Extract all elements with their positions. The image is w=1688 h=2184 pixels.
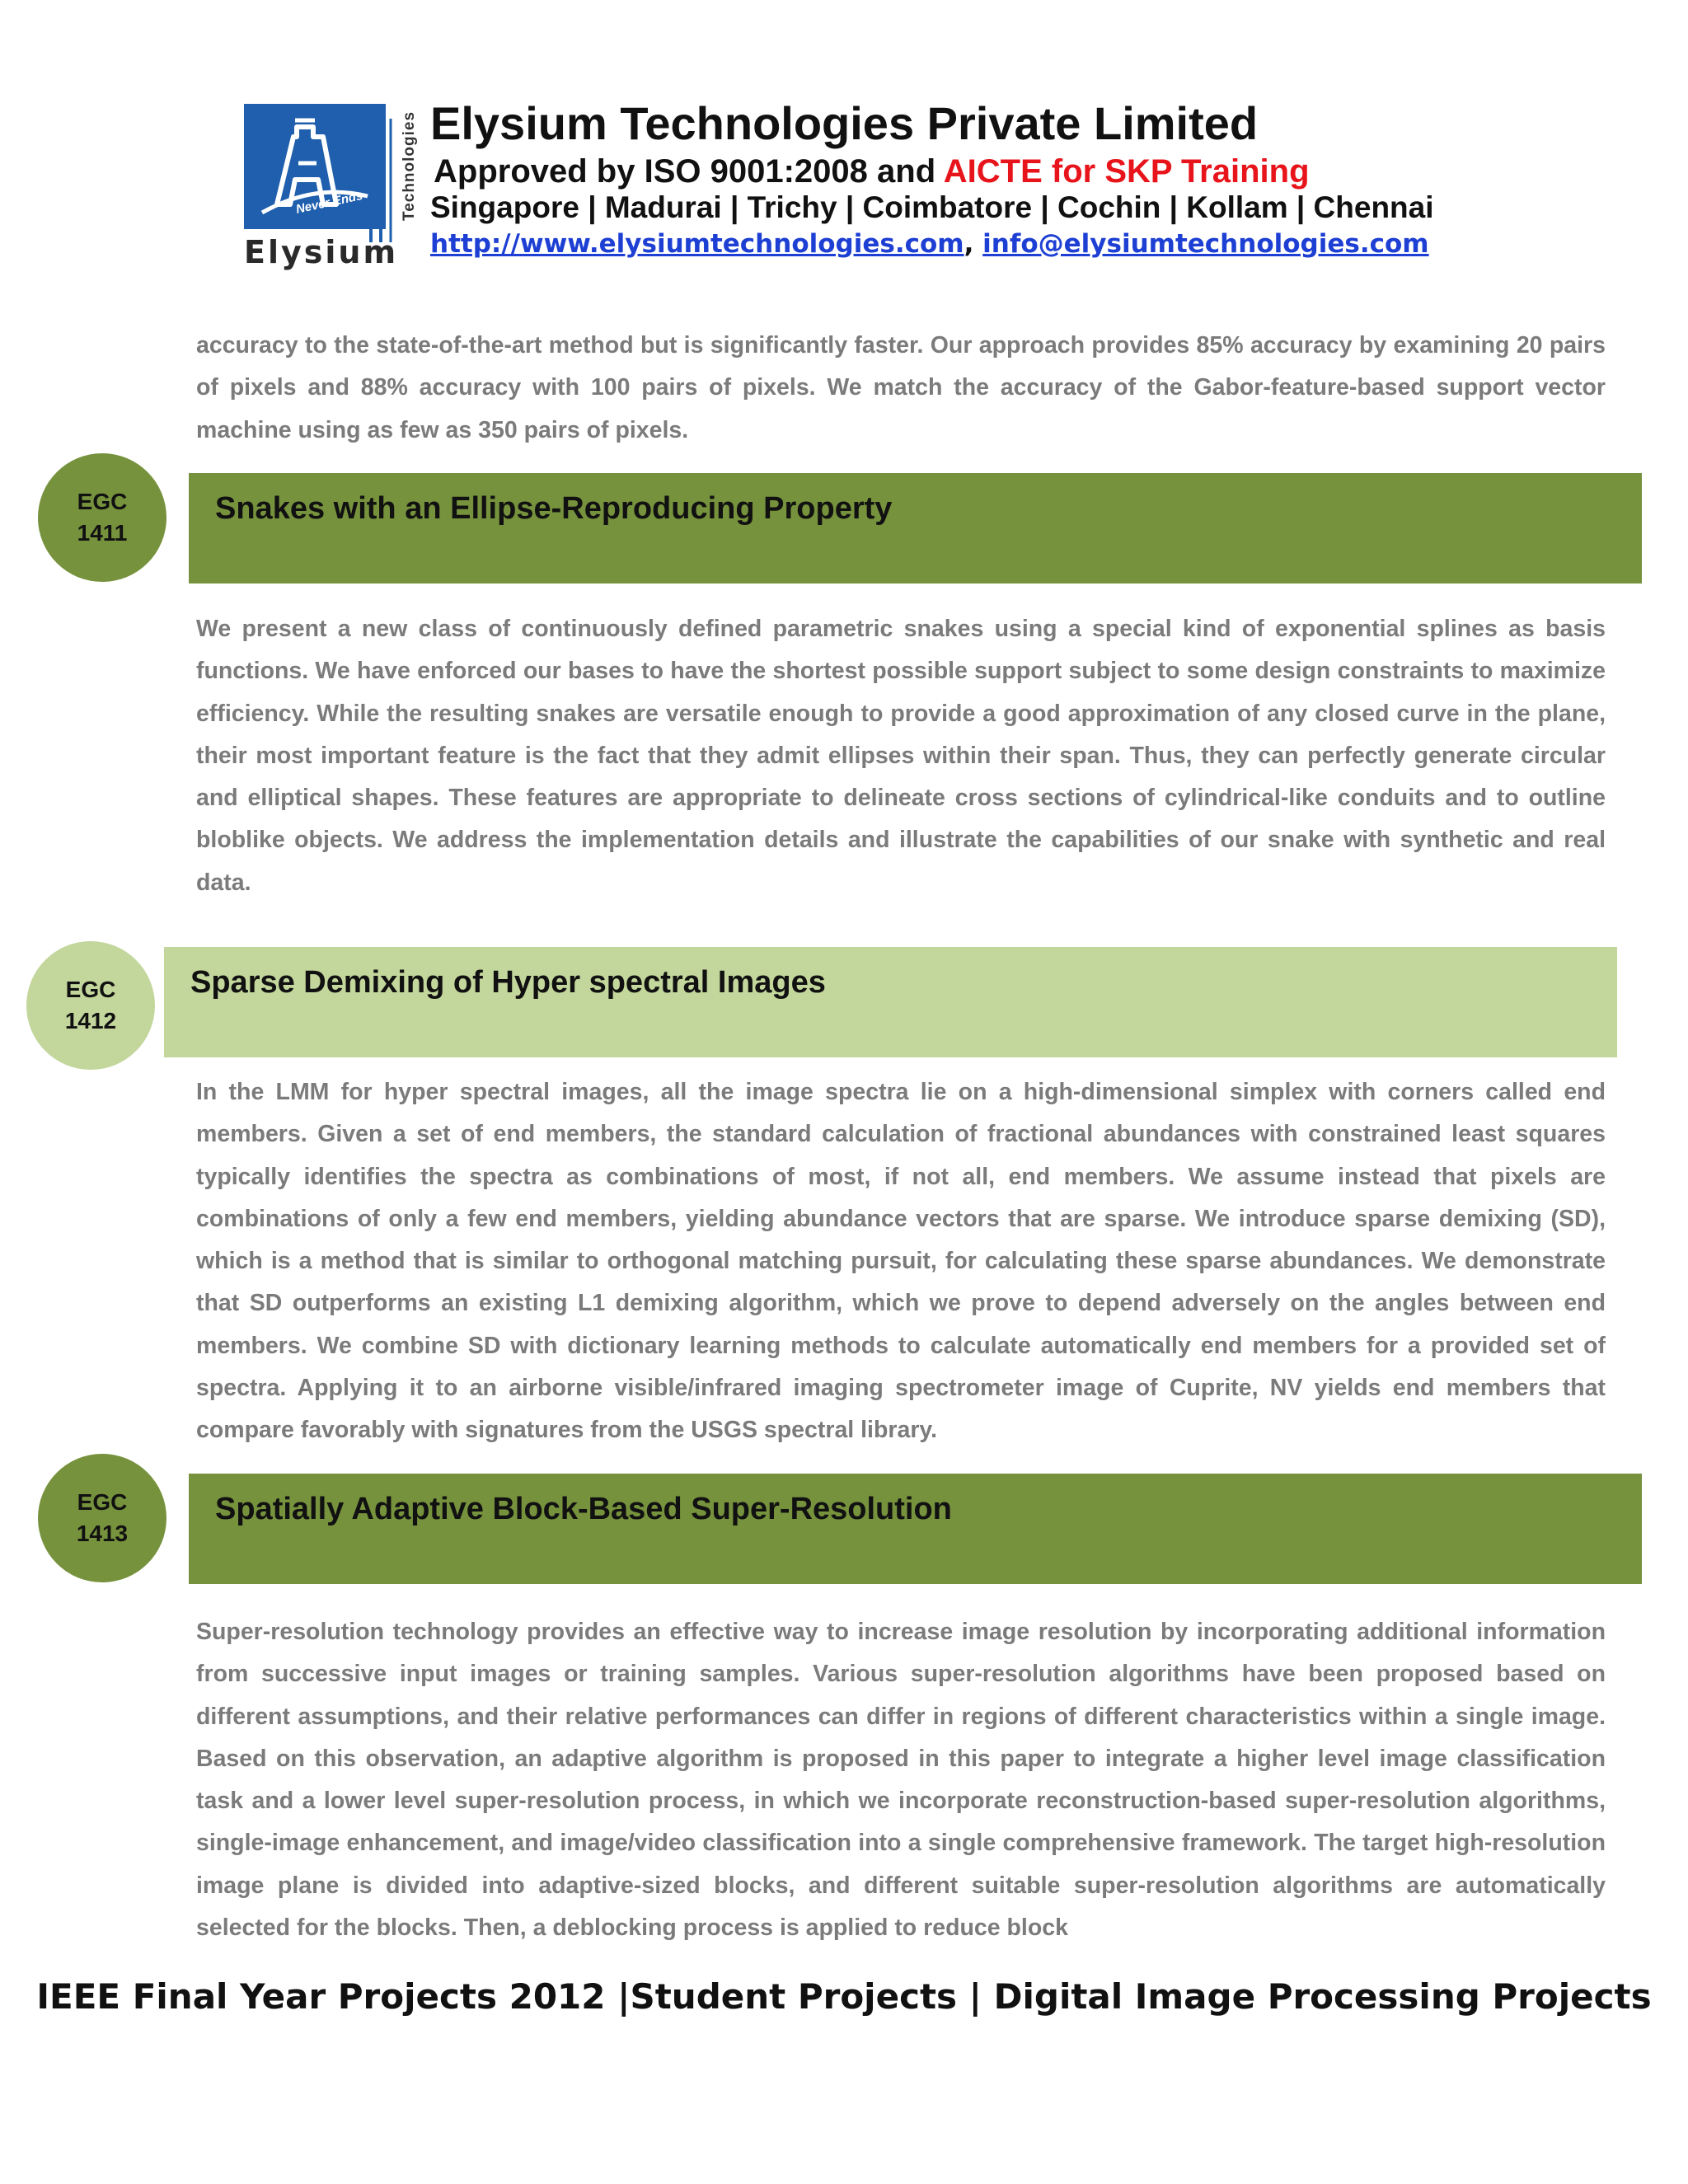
project-code-badge bbox=[38, 453, 166, 582]
logo-tagline: Never Ends bbox=[294, 188, 364, 217]
project-code-badge bbox=[26, 941, 155, 1070]
logo-emblem bbox=[244, 104, 386, 229]
code-prefix: EGC bbox=[65, 977, 116, 1002]
section-header-bar bbox=[189, 473, 1642, 583]
intro-paragraph: accuracy to the state-of-the-art method but is significantly faster. Our approach provides 85% accuracy by examining 20 pairs of pixels and 88% accuracy with 100 pairs of pixels. We match the accuracy of the Gabor-feature-based support vector machine using as few as 350 pairs of pixels. bbox=[196, 332, 1606, 443]
company-logo bbox=[244, 104, 417, 269]
section-title: Spatially Adaptive Block-Based Super-Resolution bbox=[215, 1492, 952, 1526]
approval-prefix: Approved by ISO 9001:2008 and bbox=[434, 153, 936, 190]
contact-links bbox=[430, 229, 1429, 259]
logo-wordmark: Elysium bbox=[244, 234, 399, 270]
section-header-bar bbox=[164, 947, 1617, 1057]
section-title: Sparse Demixing of Hyper spectral Images bbox=[190, 965, 826, 1000]
page-footer: IEEE Final Year Projects 2012 |Student Projects | Digital Image Processing Projects bbox=[36, 1976, 1652, 2017]
company-name: Elysium Technologies Private Limited bbox=[430, 97, 1259, 149]
code-number: 1411 bbox=[77, 520, 128, 546]
project-code-badge bbox=[38, 1454, 166, 1582]
section-abstract: In the LMM for hyper spectral images, all the image spectra lie on a high-dimensional simplex with corners called end members. Given a set of end members, the standard calculation of fractional abundances with constrained least squares typically identifies the spectra as combinations of most, if not all, end members. We assume instead that pixels are combinations of only a few end members, yielding abundance vectors that are sparse. We introduce sparse demixing (SD), which is a method that is similar to orthogonal matching pursuit, for calculating these sparse abundances. We demonstrate that SD outperforms an existing L1 demixing algorithm, which we prove to depend adversely on the angles between end members. We combine SD with dictionary learning methods to calculate automatically end members for a provided set of spectra. Applying it to an airborne visible/infrared imaging spectrometer image of Cuprite, NV yields end members that compare favorably with signatures from the USGS spectral library. bbox=[196, 1079, 1606, 1444]
approval-highlight: AICTE for SKP Training bbox=[943, 153, 1310, 190]
website-link[interactable]: http://www.elysiumtechnologies.com bbox=[430, 229, 964, 259]
code-number: 1413 bbox=[76, 1521, 129, 1546]
section-abstract: Super-resolution technology provides an effective way to increase image resolution by incorporating additional information from successive input images or training samples. Various super-resolution algorithms have been proposed based on different assumptions, and their relative performances can differ in regions of different characteristics within a single image. Based on this observation, an adaptive algorithm is proposed in this paper to integrate a higher level image classification task and a lower level super-resolution process, in which we incorporate reconstruction-based super-resolution algorithms, single-image enhancement, and image/video classification into a single comprehensive framework. The target high-resolution image plane is divided into adaptive-sized blocks, and different suitable super-resolution algorithms are automatically selected for the blocks. Then, a deblocking process is applied to reduce block bbox=[196, 1619, 1606, 1942]
code-prefix: EGC bbox=[77, 489, 128, 514]
approval-line bbox=[434, 153, 1310, 190]
logo-vertical-text: Technologies bbox=[401, 110, 418, 221]
logo-vertical-lines bbox=[368, 119, 401, 242]
section-header-bar bbox=[189, 1474, 1642, 1584]
lighthouse-icon bbox=[244, 104, 386, 229]
code-number: 1412 bbox=[64, 1008, 117, 1033]
section-abstract: We present a new class of continuously defined parametric snakes using a special kind of exponential splines as basis functions. We have enforced our bases to have the shortest possible support subject to some design constraints to maximize efficiency. While the resulting snakes are versatile enough to provide a good approximation of any closed curve in the plane, their most important feature is the fact that they admit ellipses within their span. Thus, they can perfectly generate circular and elliptical shapes. These features are appropriate to delineate cross sections of cylindrical-like conduits and to outline bloblike objects. We address the implementation details and illustrate the capabilities of our snake with synthetic and real data. bbox=[196, 616, 1606, 896]
section-title: Snakes with an Ellipse-Reproducing Property bbox=[215, 491, 893, 526]
email-link[interactable]: info@elysiumtechnologies.com bbox=[982, 229, 1429, 259]
code-prefix: EGC bbox=[77, 1489, 128, 1515]
link-separator: , bbox=[964, 229, 974, 259]
city-list: Singapore | Madurai | Trichy | Coimbatore | Cochin | Kollam | Chennai bbox=[430, 190, 1434, 224]
